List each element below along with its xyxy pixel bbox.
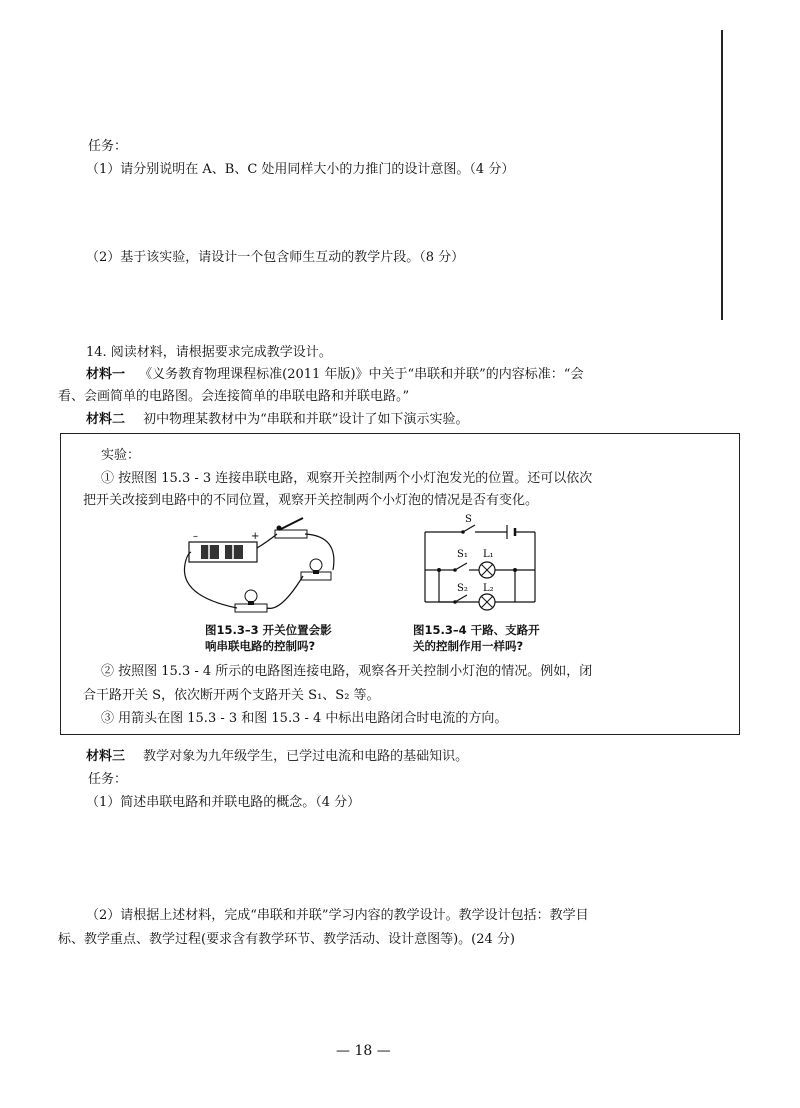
material-1 bbox=[86, 363, 583, 382]
task-question-2: （2）基于该实验，请设计一个包含师生互动的教学片段。（8 分） bbox=[86, 250, 465, 265]
material-1-label: 材料一 bbox=[86, 367, 126, 382]
material-3-label: 材料三 bbox=[86, 749, 126, 764]
task-question-1: （1）请分别说明在 A、B、C 处用同样大小的力推门的设计意图。（4 分） bbox=[86, 162, 515, 177]
material-3 bbox=[86, 745, 468, 764]
page-number: — 18 — bbox=[336, 1043, 391, 1059]
material-2 bbox=[86, 408, 468, 427]
task-14-question-2-line1: （2）请根据上述材料，完成“串联和并联”学习内容的教学设计。教学设计包括：教学目 bbox=[86, 908, 589, 923]
experiment-step-1-line1: ① 按照图 15.3 - 3 连接串联电路，观察开关控制两个小灯泡发光的位置。还可以依次 bbox=[101, 471, 593, 486]
material-2-label: 材料二 bbox=[86, 412, 126, 427]
figure-15-3-3-image bbox=[171, 512, 371, 622]
battery-plus-label: + bbox=[251, 531, 260, 542]
experiment-step-2-line1: ② 按照图 15.3 - 4 所示的电路图连接电路，观察各开关控制小灯泡的情况。例如，闭 bbox=[101, 664, 593, 679]
material-1-line1: 《义务教育物理课程标准(2011 年版)》中关于“串联和并联”的内容标准：“会 bbox=[139, 367, 584, 382]
experiment-step-3: ③ 用箭头在图 15.3 - 3 和图 15.3 - 4 中标出电路闭合时电流的方向。 bbox=[101, 711, 508, 726]
task-label: 任务： bbox=[88, 139, 128, 154]
experiment-box bbox=[60, 433, 740, 735]
figure-15-3-4-caption-line1: 图15.3–4 干路、支路开 bbox=[413, 623, 540, 637]
switch-s-label: S bbox=[465, 514, 472, 525]
material-2-text: 初中物理某教材中为“串联和并联”设计了如下演示实验。 bbox=[143, 412, 469, 427]
switch-s2-label: S₂ bbox=[457, 583, 468, 594]
scan-edge-line bbox=[721, 30, 723, 320]
question-14-intro: 14. 阅读材料，请根据要求完成教学设计。 bbox=[86, 345, 332, 360]
figure-15-3-4-caption-line2: 关的控制作用一样吗? bbox=[413, 639, 524, 653]
experiment-step-2-line2: 合干路开关 S，依次断开两个支路开关 S₁、S₂ 等。 bbox=[83, 688, 380, 703]
experiment-step-1-line2: 把开关改接到电路中的不同位置，观察开关控制两个小灯泡的情况是否有变化。 bbox=[83, 493, 539, 508]
figure-15-3-4-circuit-diagram bbox=[415, 512, 545, 612]
lamp-l1-label: L₁ bbox=[483, 549, 494, 560]
task-14-question-2-line2: 标、教学重点、教学过程(要求含有教学环节、教学活动、设计意图等)。(24 分) bbox=[58, 932, 515, 947]
figure-15-3-3-caption-line1: 图15.3–3 开关位置会影 bbox=[205, 623, 332, 637]
task-14-question-1: （1）简述串联电路和并联电路的概念。（4 分） bbox=[86, 795, 361, 810]
material-3-text: 教学对象为九年级学生，已学过电流和电路的基础知识。 bbox=[143, 749, 469, 764]
task-14-label: 任务： bbox=[88, 772, 128, 787]
experiment-title: 实验： bbox=[101, 448, 141, 463]
material-1-line2: 看、会画简单的电路图。会连接简单的串联电路和并联电路。” bbox=[58, 389, 410, 404]
battery-minus-label: – bbox=[193, 531, 198, 542]
figure-15-3-3-caption-line2: 响串联电路的控制吗? bbox=[205, 639, 316, 653]
switch-s1-label: S₁ bbox=[457, 549, 468, 560]
lamp-l2-label: L₂ bbox=[483, 583, 494, 594]
